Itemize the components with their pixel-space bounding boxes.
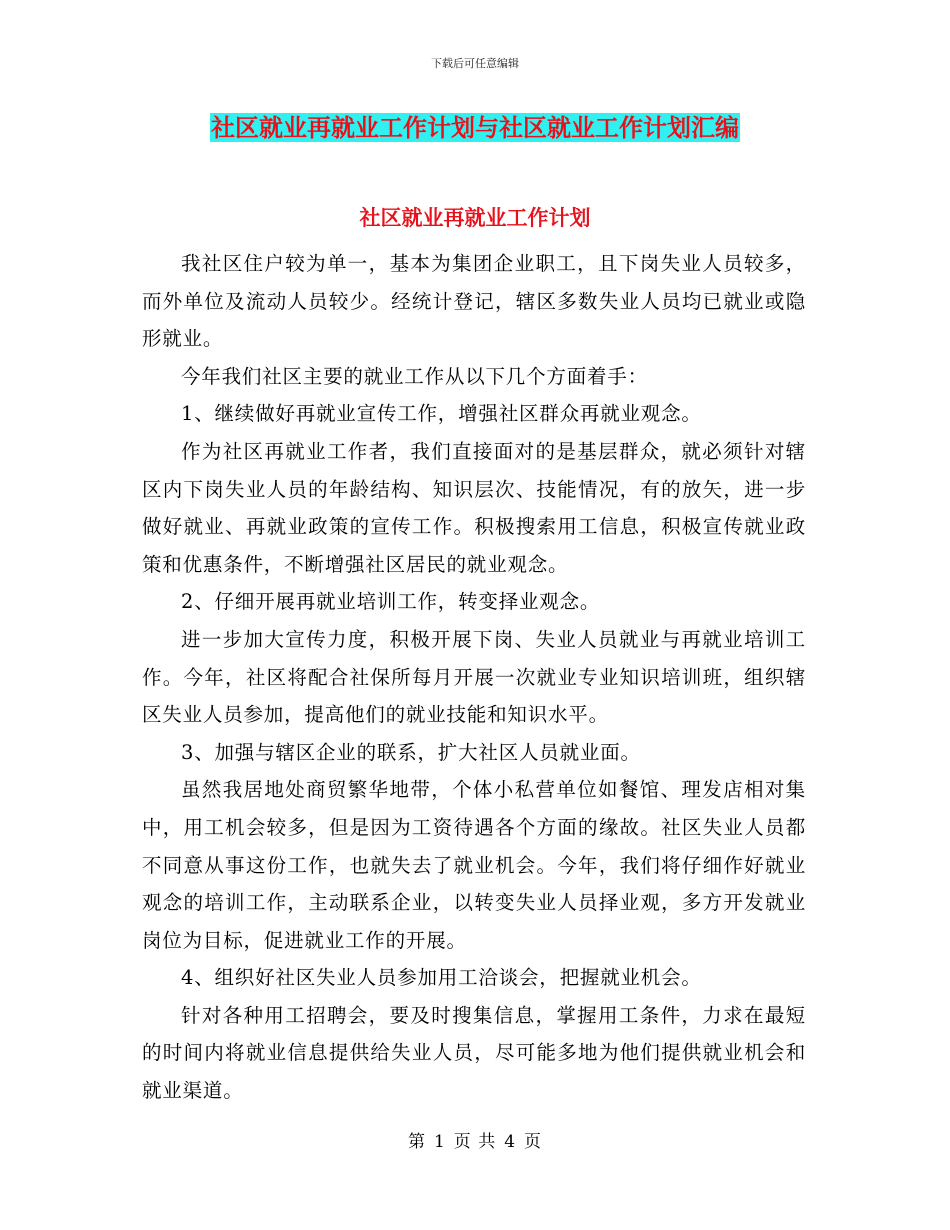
paragraph: 作为社区再就业工作者，我们直接面对的是基层群众，就必须针对辖区内下岗失业人员的年龄结构、知识层次、技能情况，有的放矢，进一步做好就业、再就业政策的宣传工作。积极搜索用工信息，积极宣传就业政策和优惠条件，不断增强社区居民的就业观念。 <box>142 439 806 576</box>
numbered-heading: 4、组织好社区失业人员参加用工洽谈会，把握就业机会。 <box>181 966 702 990</box>
current-page-number: 1 <box>433 1132 446 1152</box>
document-main-title <box>0 113 950 143</box>
paragraph: 进一步加大宣传力度，积极开展下岗、失业人员就业与再就业培训工作。今年，社区将配合社保所每月开展一次就业专业知识培训班，组织辖区失业人员参加，提高他们的就业技能和知识水平。 <box>142 627 806 727</box>
paragraph: 虽然我居地处商贸繁华地带，个体小私营单位如餐馆、理发店相对集中，用工机会较多，但是因为工资待遇各个方面的缘故。社区失业人员都不同意从事这份工作，也就失去了就业机会。今年，我们将仔细作好就业观念的培训工作，主动联系企业，以转变失业人员择业观，多方开发就业岗位为目标，促进就业工作的开展。 <box>142 778 806 952</box>
total-pages-number: 4 <box>504 1132 517 1152</box>
numbered-heading: 1、继续做好再就业宣传工作，增强社区群众再就业观念。 <box>181 402 702 426</box>
numbered-heading: 2、仔细开展再就业培训工作，转变择业观念。 <box>181 590 601 614</box>
main-title-text: 社区就业再就业工作计划与社区就业工作计划汇编 <box>211 113 739 142</box>
page-footer <box>0 1127 950 1152</box>
numbered-heading: 3、加强与辖区企业的联系，扩大社区人员就业面。 <box>181 740 641 764</box>
page-label-prefix: 第 <box>407 1132 426 1152</box>
paragraph: 今年我们社区主要的就业工作从以下几个方面着手： <box>181 364 648 388</box>
section-title: 社区就业再就业工作计划 <box>359 205 591 230</box>
paragraph: 针对各种用工招聘会，要及时搜集信息，掌握用工条件，力求在最短的时间内将就业信息提供给失业人员，尽可能多地为他们提供就业机会和就业渠道。 <box>142 1003 806 1103</box>
page-label-middle: 页 共 <box>453 1132 497 1152</box>
document-body <box>142 245 806 1110</box>
paragraph: 我社区住户较为单一，基本为集团企业职工，且下岗失业人员较多，而外单位及流动人员较少。经统计登记，辖区多数失业人员均已就业或隐形就业。 <box>142 252 806 351</box>
header-note: 下载后可任意编辑 <box>431 57 519 70</box>
page-label-suffix: 页 <box>524 1132 543 1152</box>
